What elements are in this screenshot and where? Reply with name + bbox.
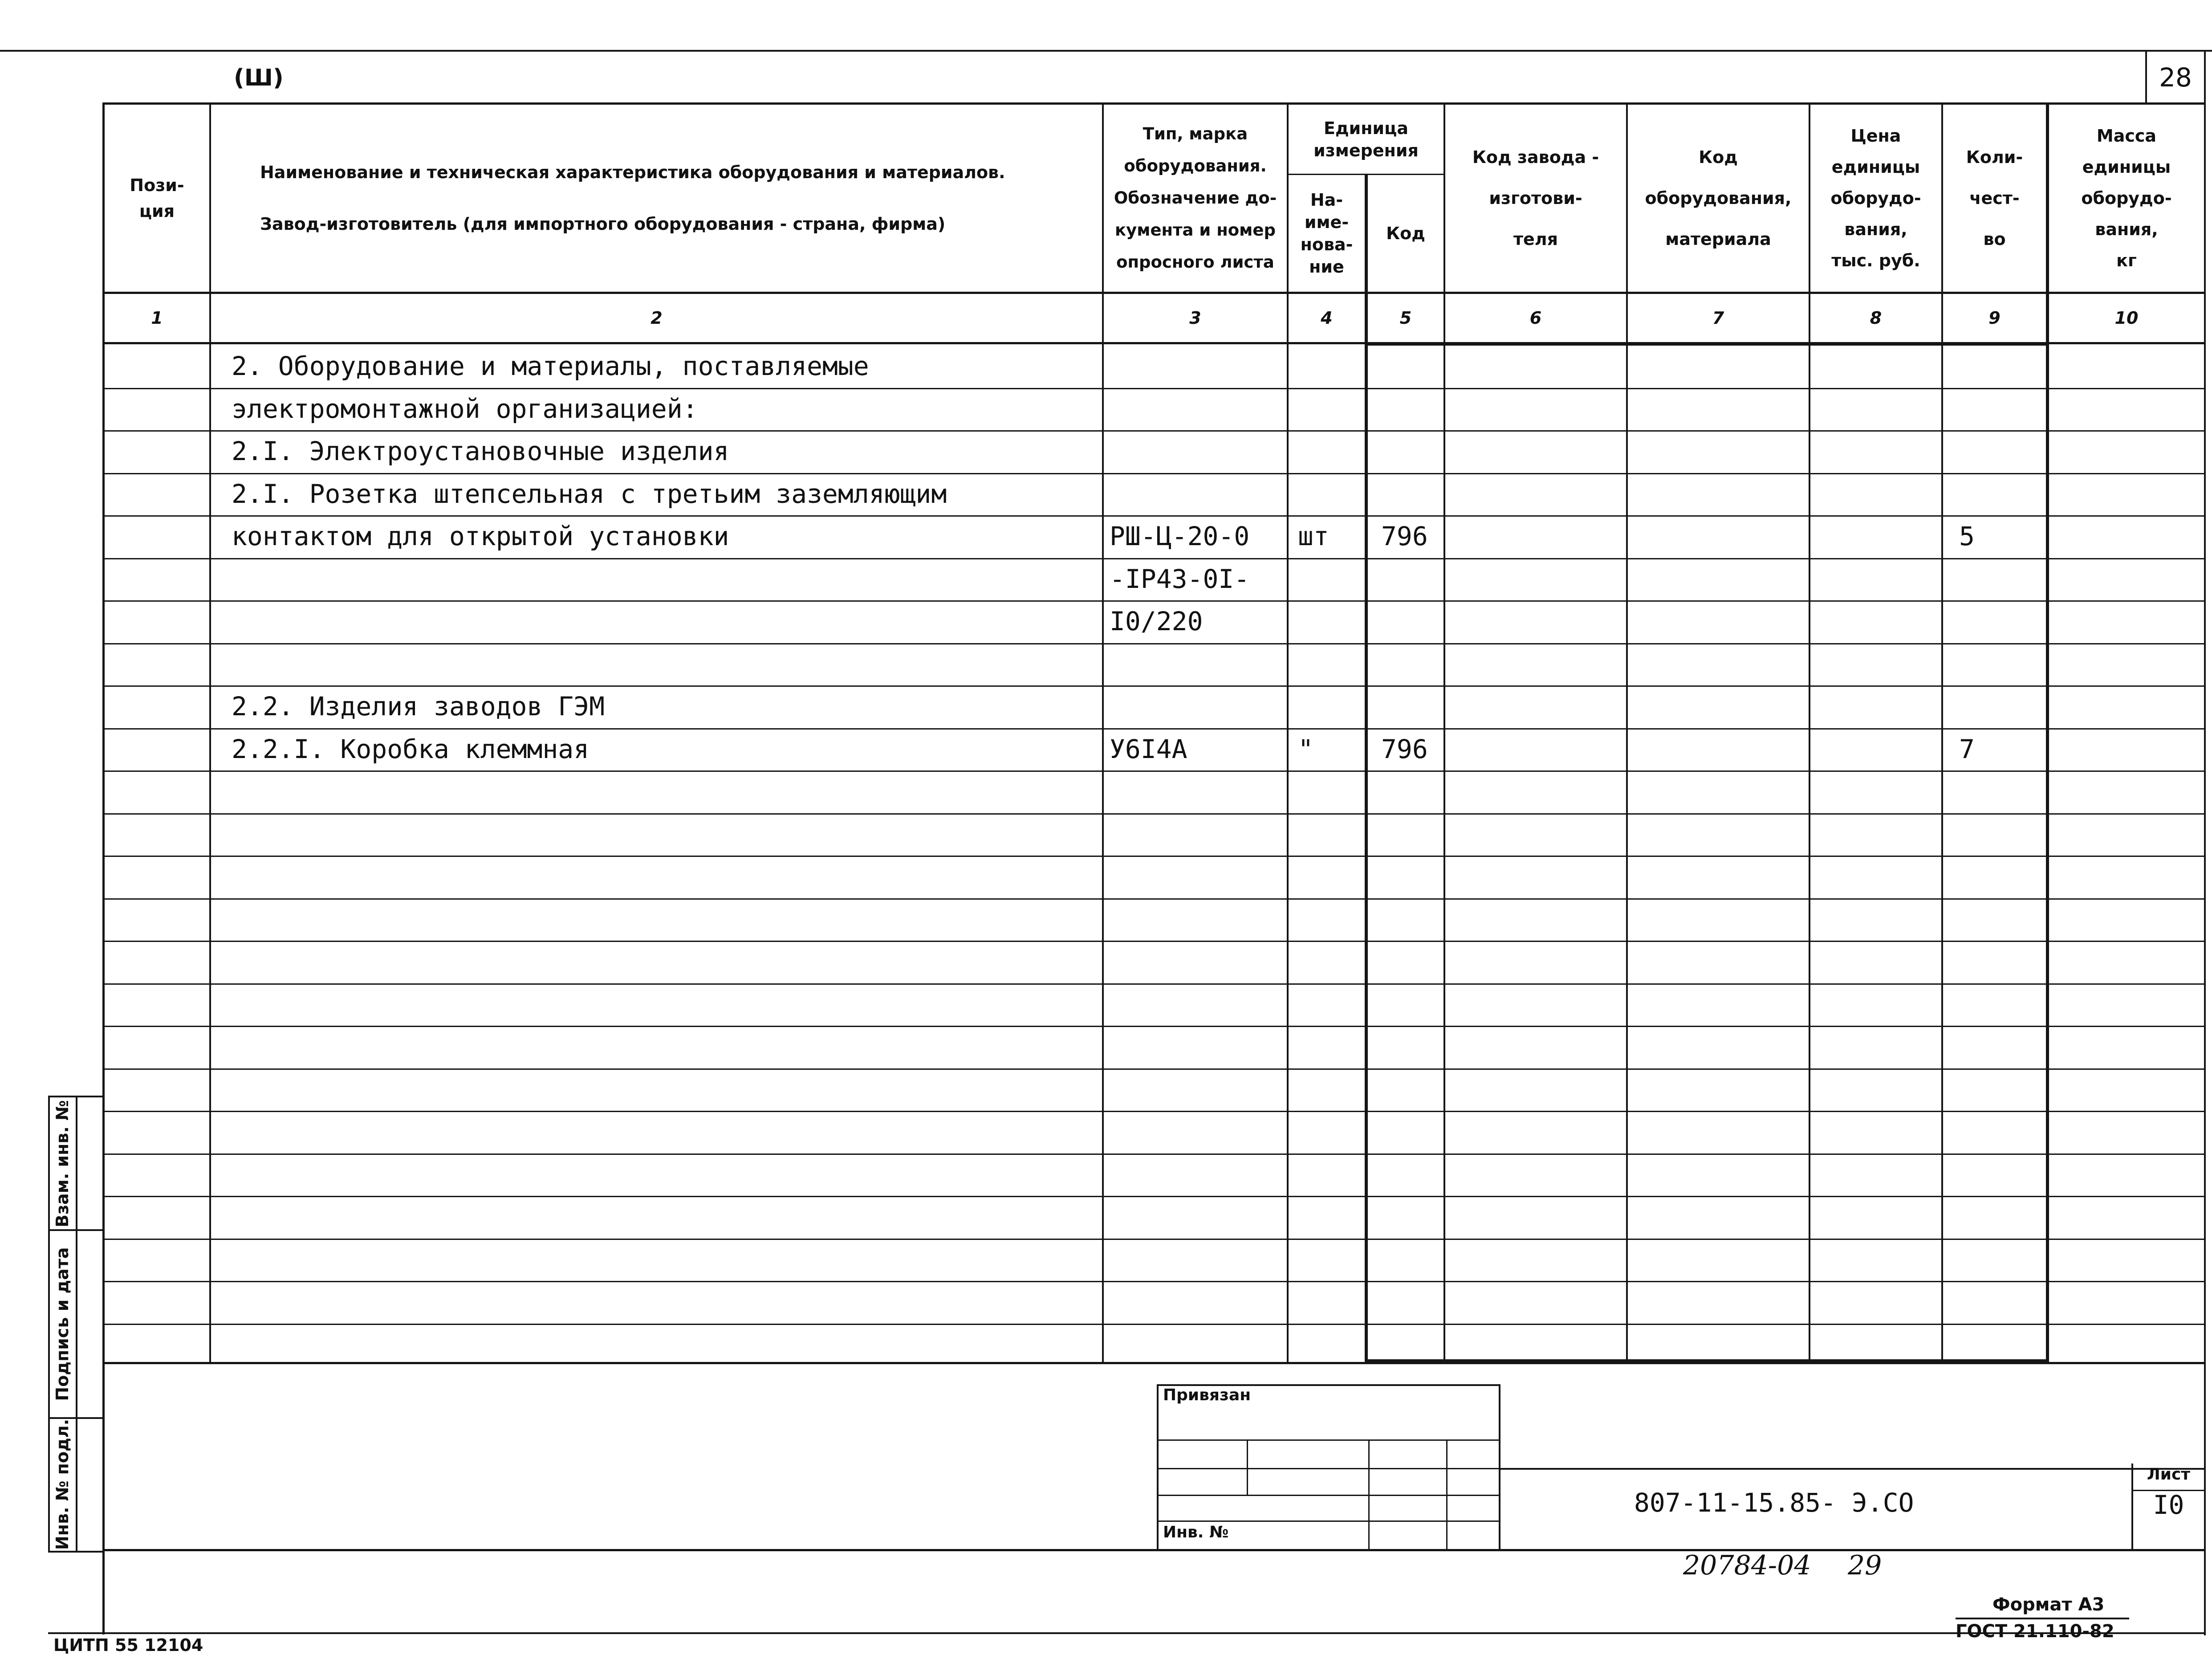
row-line xyxy=(102,558,2204,559)
col-num-7: 7 xyxy=(1712,308,1724,328)
col-num-2: 2 xyxy=(651,308,663,328)
thick-rule-body-top xyxy=(1365,342,2049,346)
priv-row-2 xyxy=(1157,1468,1500,1469)
priv-col-3 xyxy=(1446,1439,1448,1550)
cell-unit-code: 796 xyxy=(1381,521,1428,551)
cell-name: 2.2. Изделия заводов ГЭМ xyxy=(232,691,605,722)
cell-quantity: 7 xyxy=(1959,734,1975,764)
doc-code: 807-11-15.85- Э.СО xyxy=(1634,1488,1914,1518)
priv-row-3 xyxy=(1157,1495,1500,1496)
frame-right-line xyxy=(2204,50,2206,1635)
col-num-4: 4 xyxy=(1321,308,1333,328)
col-header-price: Цена единицы оборудо- вания, тыс. руб. xyxy=(1830,126,1921,270)
row-line xyxy=(102,941,2204,942)
doc-box-top xyxy=(1500,1468,2204,1470)
sheet-number: I0 xyxy=(2153,1490,2184,1520)
priv-box-right xyxy=(1499,1384,1500,1550)
row-line xyxy=(102,983,2204,985)
gost-label: ГОСТ 21.110-82 xyxy=(1956,1621,2114,1642)
row-line xyxy=(102,473,2204,474)
inv-no-label: Инв. № xyxy=(1163,1523,1229,1541)
priv-row-1 xyxy=(1157,1439,1500,1441)
cell-type: У6I4А xyxy=(1110,734,1187,764)
col-header-unit-group: Единица измерения xyxy=(1313,118,1419,160)
row-line xyxy=(102,813,2204,815)
col-num-3: 3 xyxy=(1189,308,1201,328)
header-marker: (Ш) xyxy=(234,65,284,91)
top-border-line xyxy=(0,50,2212,52)
page-number: 28 xyxy=(2159,62,2192,93)
cell-type: -IP43-0I- xyxy=(1110,564,1250,594)
row-line xyxy=(102,898,2204,900)
col-header-unit-code: Код xyxy=(1386,224,1425,243)
cell-unit-name: " xyxy=(1298,734,1313,764)
col-line-9 xyxy=(2046,102,2049,1363)
format-label: Формат А3 xyxy=(1992,1594,2105,1615)
row-line xyxy=(102,1026,2204,1027)
cell-name: 2. Оборудование и материалы, поставляемые xyxy=(232,351,869,381)
row-line xyxy=(102,430,2204,432)
cell-name: электромонтажной организацией: xyxy=(232,394,698,424)
col-num-1: 1 xyxy=(151,308,163,328)
cell-type: I0/220 xyxy=(1110,606,1203,636)
col-header-mass: Масса единицы оборудо- вания, кг xyxy=(2081,126,2172,270)
row-line xyxy=(102,643,2204,644)
col-header-quantity: Коли- чест- во xyxy=(1966,147,2023,249)
priv-col-1 xyxy=(1247,1439,1248,1495)
sheet-label: Лист xyxy=(2147,1465,2191,1484)
cell-name: 2.I. Электроустановочные изделия xyxy=(232,436,729,466)
cell-name: контактом для открытой установки xyxy=(232,521,729,551)
gost-underline xyxy=(1956,1618,2129,1619)
cell-unit-name: шт xyxy=(1298,521,1329,551)
col-header-unit-name: На- име- нова- ние xyxy=(1300,190,1353,277)
org-stamp: ЦИТП 55 12104 xyxy=(53,1635,203,1655)
row-line xyxy=(102,1324,2204,1325)
priv-box-left xyxy=(1157,1384,1159,1550)
handwritten-code: 20784-04 xyxy=(1683,1550,1811,1581)
col-num-9: 9 xyxy=(1988,308,2001,328)
row-line xyxy=(102,1281,2204,1282)
row-line xyxy=(102,685,2204,687)
cell-type: РШ-Ц-20-0 xyxy=(1110,521,1250,551)
col-header-type-mark: Тип, марка оборудования. Обозначение до- кумента и номер опросного листа xyxy=(1114,124,1277,272)
priv-label: Привязан xyxy=(1163,1386,1251,1404)
row-line xyxy=(102,728,2204,730)
handwritten-number: 29 xyxy=(1848,1550,1882,1581)
col-num-5: 5 xyxy=(1399,308,1412,328)
side-label-vzam: Взам. инв. № xyxy=(53,1100,72,1227)
col-num-6: 6 xyxy=(1529,308,1542,328)
row-line xyxy=(102,856,2204,857)
col-header-name: Наименование и техническая характеристика оборудования и материалов. Завод-изготовитель (для импортного оборудования - страна, фирма) xyxy=(260,163,1005,234)
row-line xyxy=(102,1154,2204,1155)
col-line-4 xyxy=(1365,174,1368,1363)
row-line xyxy=(102,1196,2204,1197)
cell-unit-code: 796 xyxy=(1381,734,1428,764)
col-header-equipment-code: Код оборудования, материала xyxy=(1645,147,1792,249)
side-stamp-mid xyxy=(76,1096,77,1552)
col-header-factory-code: Код завода - изготови- теля xyxy=(1472,147,1599,249)
col-header-position: Пози- ция xyxy=(130,175,184,221)
side-label-inv: Инв. № подл. xyxy=(53,1419,72,1550)
priv-col-2 xyxy=(1368,1439,1370,1550)
tb-main-bottom xyxy=(102,1549,2204,1551)
tb-main-top xyxy=(102,1362,2204,1364)
row-line xyxy=(102,600,2204,602)
frame-bottom-line xyxy=(48,1632,2206,1634)
col-num-8: 8 xyxy=(1870,308,1882,328)
row-line xyxy=(102,1239,2204,1240)
side-label-podpis: Подпись и дата xyxy=(53,1247,72,1401)
row-line xyxy=(102,515,2204,517)
row-line xyxy=(102,1111,2204,1112)
row-line xyxy=(102,388,2204,389)
col-num-10: 10 xyxy=(2114,308,2139,328)
row-line xyxy=(102,1068,2204,1070)
row-line xyxy=(102,770,2204,772)
priv-row-4 xyxy=(1157,1520,1500,1522)
cell-quantity: 5 xyxy=(1959,521,1975,551)
cell-name: 2.I. Розетка штепсельная с третьим заземляющим xyxy=(232,479,947,509)
cell-name: 2.2.I. Коробка клеммная xyxy=(232,734,590,764)
